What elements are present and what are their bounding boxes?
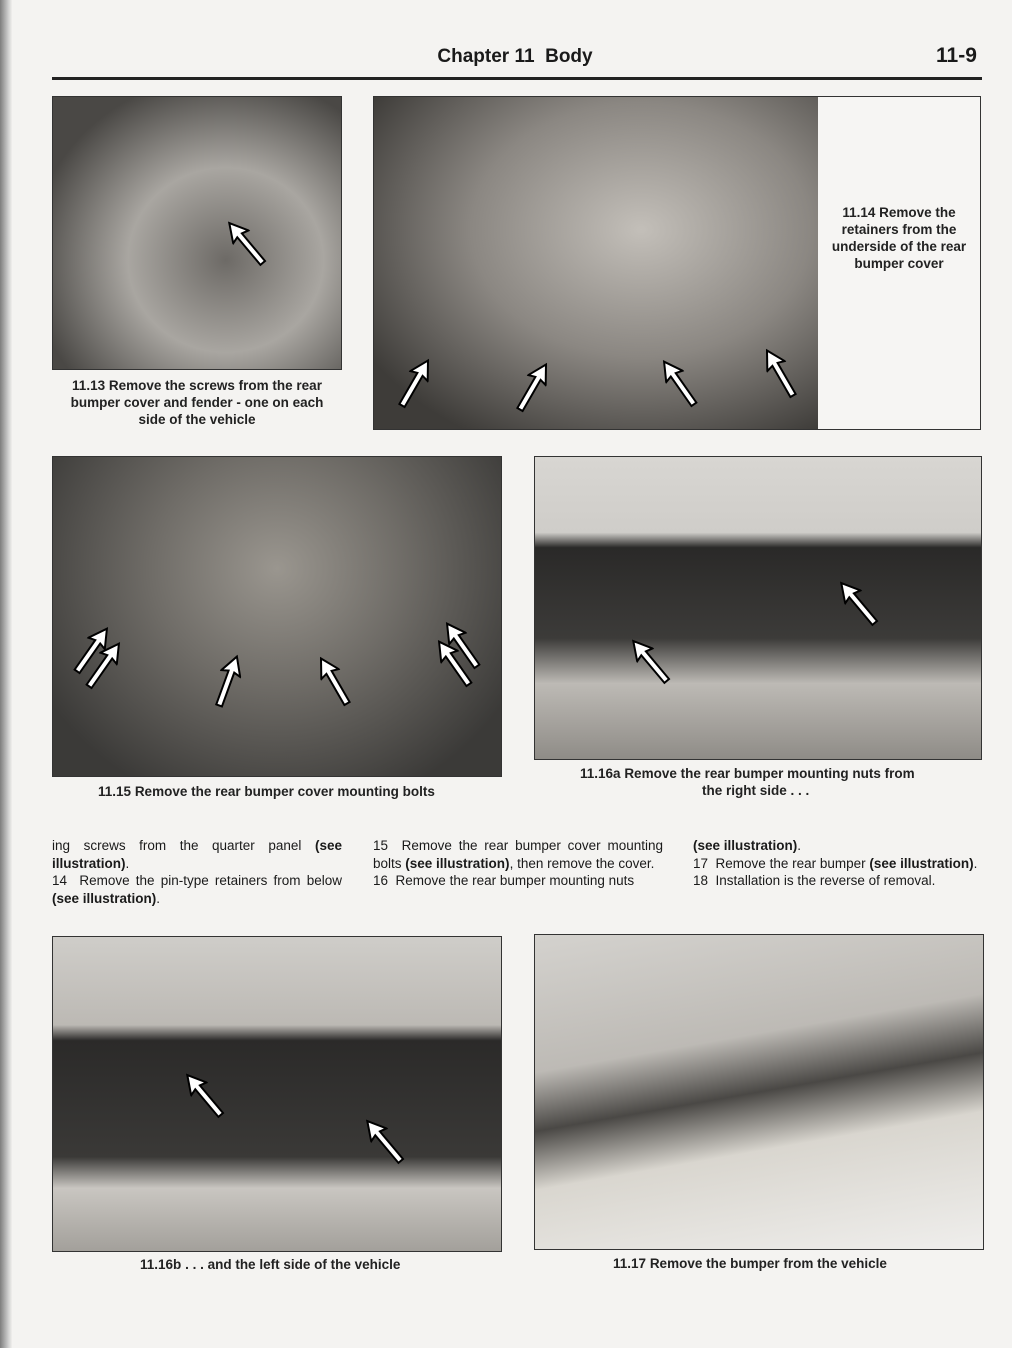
chapter-section: Body <box>545 46 593 67</box>
photo-11-17 <box>534 934 984 1250</box>
arrow-icon <box>178 1066 231 1123</box>
figure-caption: 11.16b . . . and the left side of the vehicle <box>140 1257 401 1272</box>
arrow-icon <box>509 357 556 416</box>
arrow-icon <box>624 632 677 689</box>
arrow-icon <box>310 651 357 710</box>
arrow-icon <box>220 214 273 271</box>
figure-caption: 11.13 Remove the screws from the rear bumper cover and fender - one on each side of the vehicle <box>70 378 324 427</box>
photo-11-15 <box>52 456 502 777</box>
body-text-column-2: 15 Remove the rear bumper cover mounting bolts (see illustration), then remove the cover. 16 Remove the rear bumper mounting nuts <box>373 838 663 888</box>
photo-11-16a <box>534 456 982 760</box>
figure-caption: 11.16a Remove the rear bumper mounting nuts from the right side . . . <box>580 766 915 798</box>
figure-caption: 11.17 Remove the bumper from the vehicle <box>613 1256 887 1271</box>
header-rule <box>52 77 982 80</box>
body-text-column-3: (see illustration). 17 Remove the rear bumper (see illustration). 18 Installation is the reverse of removal. <box>693 838 978 888</box>
page-number: 11-9 <box>936 44 977 67</box>
body-text-column-1: ing screws from the quarter panel (see illustration). 14 Remove the pin-type retainers from below (see illustration). <box>52 838 342 906</box>
arrow-icon <box>654 354 704 412</box>
arrow-icon <box>832 574 885 631</box>
figure-caption: 11.14 Remove the retainers from the underside of the rear bumper cover <box>831 205 967 271</box>
arrow-icon <box>208 651 248 711</box>
chapter-number: Chapter 11 <box>437 46 535 67</box>
arrow-icon <box>358 1112 411 1169</box>
arrow-icon <box>756 343 803 402</box>
photo-11-16b <box>52 936 502 1252</box>
photo-11-13 <box>52 96 342 370</box>
chapter-header <box>0 46 1012 68</box>
figure-caption: 11.15 Remove the rear bumper cover mounting bolts <box>98 784 435 799</box>
scan-edge-shadow <box>0 0 12 1348</box>
photo-11-14 <box>373 96 820 430</box>
arrow-icon <box>391 353 438 412</box>
